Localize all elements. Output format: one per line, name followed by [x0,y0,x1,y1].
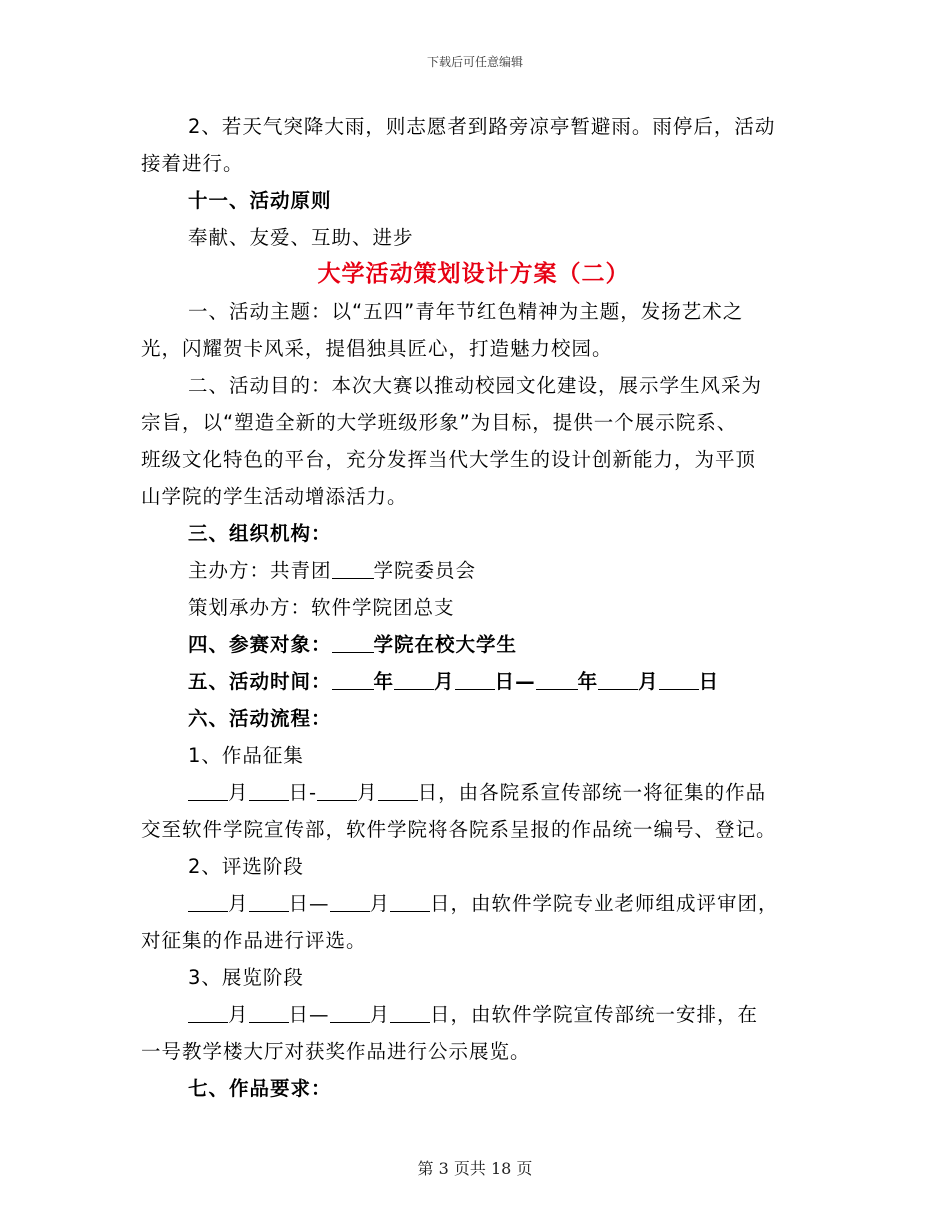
step1-title: 1、作品征集 [188,744,304,767]
paragraph-rain-line2: 接着进行。 [141,152,244,175]
blank-field [455,671,495,690]
unit-month: 月 [638,670,659,693]
unit-year: 年 [373,670,395,693]
unit-day: 日 [288,781,310,804]
paragraph-theme-line2: 光，闪耀贺卡风采，提倡独具匠心，打造魅力校园。 [141,337,613,360]
step2-line1 [141,885,806,922]
unit-month: 月 [228,781,249,804]
hyphen: - [309,781,318,804]
blank-field [188,782,228,801]
organization-host [141,552,806,589]
heading-flow: 六、活动流程： [188,707,332,730]
dash: — [309,1003,330,1026]
blank-field [390,893,430,912]
blank-field [188,1004,228,1023]
blank-field [536,671,578,690]
unit-month: 月 [369,892,391,915]
dash: — [515,670,536,693]
blank-field [249,782,289,801]
target-suffix: 学院在校大学生 [373,633,518,656]
paragraph-goal-line3: 班级文化特色的平台，充分发挥当代大学生的设计创新能力，为平顶 [141,448,757,471]
dash: — [309,892,330,915]
paragraph-principle: 奉献、友爱、互助、进步 [188,226,414,249]
blank-field [598,671,638,690]
blank-field [330,893,370,912]
host-suffix: 学院委员会 [373,559,477,582]
step1-tail: 日，由各院系宣传部统一将征集的作品 [417,781,767,804]
blank-field [332,671,374,690]
blank-field [188,893,228,912]
host-label: 主办方：共青团 [188,559,332,582]
unit-day: 日 [494,670,516,693]
step3-line1 [141,996,806,1033]
step3-title: 3、展览阶段 [188,966,304,989]
step1-line1 [141,774,806,811]
blank-field [249,1004,289,1023]
step2-title: 2、评选阶段 [188,855,304,878]
unit-month: 月 [228,1003,249,1026]
heading-time [141,663,806,700]
unit-month: 月 [434,670,455,693]
blank-field [390,1004,430,1023]
target-label: 四、参赛对象： [188,633,332,656]
step1-line2: 交至软件学院宣传部，软件学院将各院系呈报的作品统一编号、登记。 [141,818,777,841]
unit-day: 日 [288,1003,310,1026]
blank-field [317,782,357,801]
blank-field [394,671,434,690]
section-title: 大学活动策划设计方案（二） [317,261,630,287]
step2-line2: 对征集的作品进行评选。 [141,929,367,952]
unit-day: 日 [698,670,720,693]
step3-line2: 一号教学楼大厅对获奖作品进行公示展览。 [141,1040,531,1063]
paragraph-goal-line4: 山学院的学生活动增添活力。 [141,485,408,508]
paragraph-theme-line1: 一、活动主题：以“五四”青年节红色精神为主题，发扬艺术之 [188,300,744,323]
blank-field [332,634,374,653]
unit-month: 月 [357,781,378,804]
unit-year: 年 [577,670,599,693]
heading-principle: 十一、活动原则 [188,189,332,212]
blank-field [659,671,699,690]
page-header: 下载后可任意编辑 [426,55,523,69]
time-label: 五、活动时间： [188,670,332,693]
step3-tail: 日，由软件学院宣传部统一安排，在 [430,1003,759,1026]
heading-organization: 三、组织机构： [188,522,332,545]
blank-field [332,560,374,579]
unit-month: 月 [369,1003,391,1026]
unit-month: 月 [228,892,249,915]
blank-field [249,893,289,912]
blank-field [378,782,418,801]
blank-field [330,1004,370,1023]
document-body [141,108,806,1107]
unit-day: 日 [288,892,310,915]
paragraph-goal-line2: 宗旨，以“塑造全新的大学班级形象”为目标，提供一个展示院系、 [141,411,738,434]
step2-tail: 日，由软件学院专业老师组成评审团， [430,892,779,915]
page-footer: 第 3 页共 18 页 [417,1159,533,1178]
paragraph-rain-line1: 2、若天气突降大雨，则志愿者到路旁凉亭暂避雨。雨停后，活动 [188,115,776,138]
heading-target [141,626,806,663]
organization-planner: 策划承办方：软件学院团总支 [188,596,455,619]
paragraph-goal-line1: 二、活动目的：本次大赛以推动校园文化建设，展示学生风采为 [188,374,763,397]
heading-requirements: 七、作品要求： [188,1077,332,1100]
